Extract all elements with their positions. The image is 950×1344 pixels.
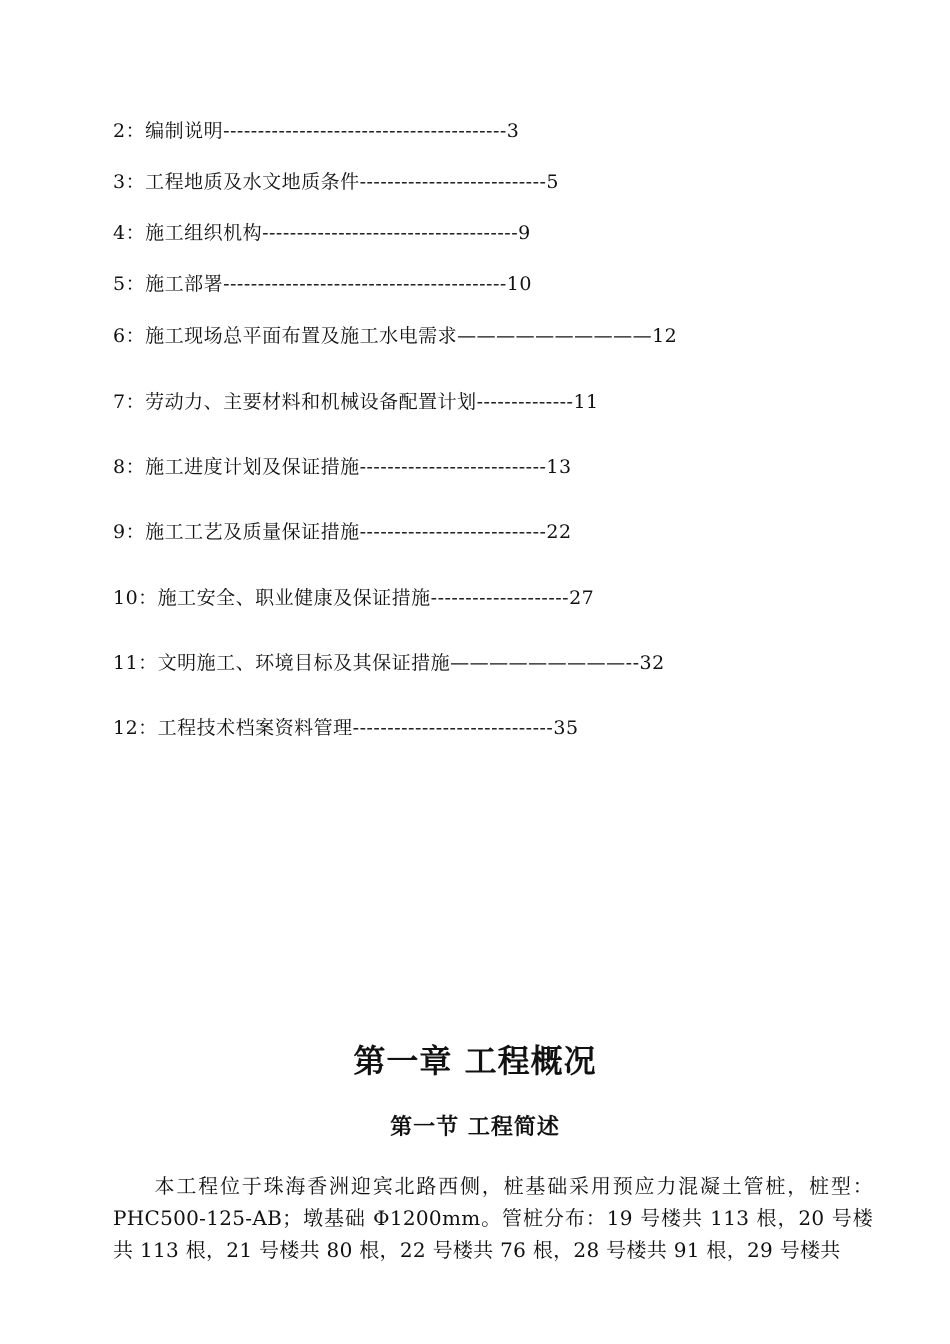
toc-entry: 9：施工工艺及质量保证措施---------------------------22	[113, 521, 572, 543]
toc-entry: 12：工程技术档案资料管理-----------------------------35	[113, 717, 579, 739]
toc-entry: 5：施工部署-----------------------------------------10	[113, 273, 532, 295]
toc-entry: 8：施工进度计划及保证措施---------------------------13	[113, 456, 572, 478]
toc-entry: 6：施工现场总平面布置及施工水电需求——————————12	[113, 325, 678, 347]
toc-entry: 7：劳动力、主要材料和机械设备配置计划--------------11	[113, 391, 599, 413]
toc-entry: 10：施工安全、职业健康及保证措施--------------------27	[113, 587, 595, 609]
section-title: 第一节 工程简述	[390, 1115, 560, 1140]
toc-entry: 11：文明施工、环境目标及其保证措施—————————--32	[113, 652, 665, 674]
toc-entry: 4：施工组织机构-------------------------------------9	[113, 222, 531, 244]
paragraph-text: 本工程位于珠海香洲迎宾北路西侧，桩基础采用预应力混凝土管桩，桩型：PHC500-125-AB；墩基础 Φ1200mm。管桩分布：19 号楼共 113 根，20 号楼共 113 根，21 号楼共 80 根，22 号楼共 76 根，28 号楼共 91 根，29 号楼共	[113, 1174, 873, 1262]
toc-entry: 2：编制说明-----------------------------------------3	[113, 120, 520, 142]
toc-entry: 3：工程地质及水文地质条件---------------------------5	[113, 171, 560, 193]
chapter-title: 第一章 工程概况	[353, 1042, 597, 1080]
body-paragraph	[113, 1170, 873, 1266]
